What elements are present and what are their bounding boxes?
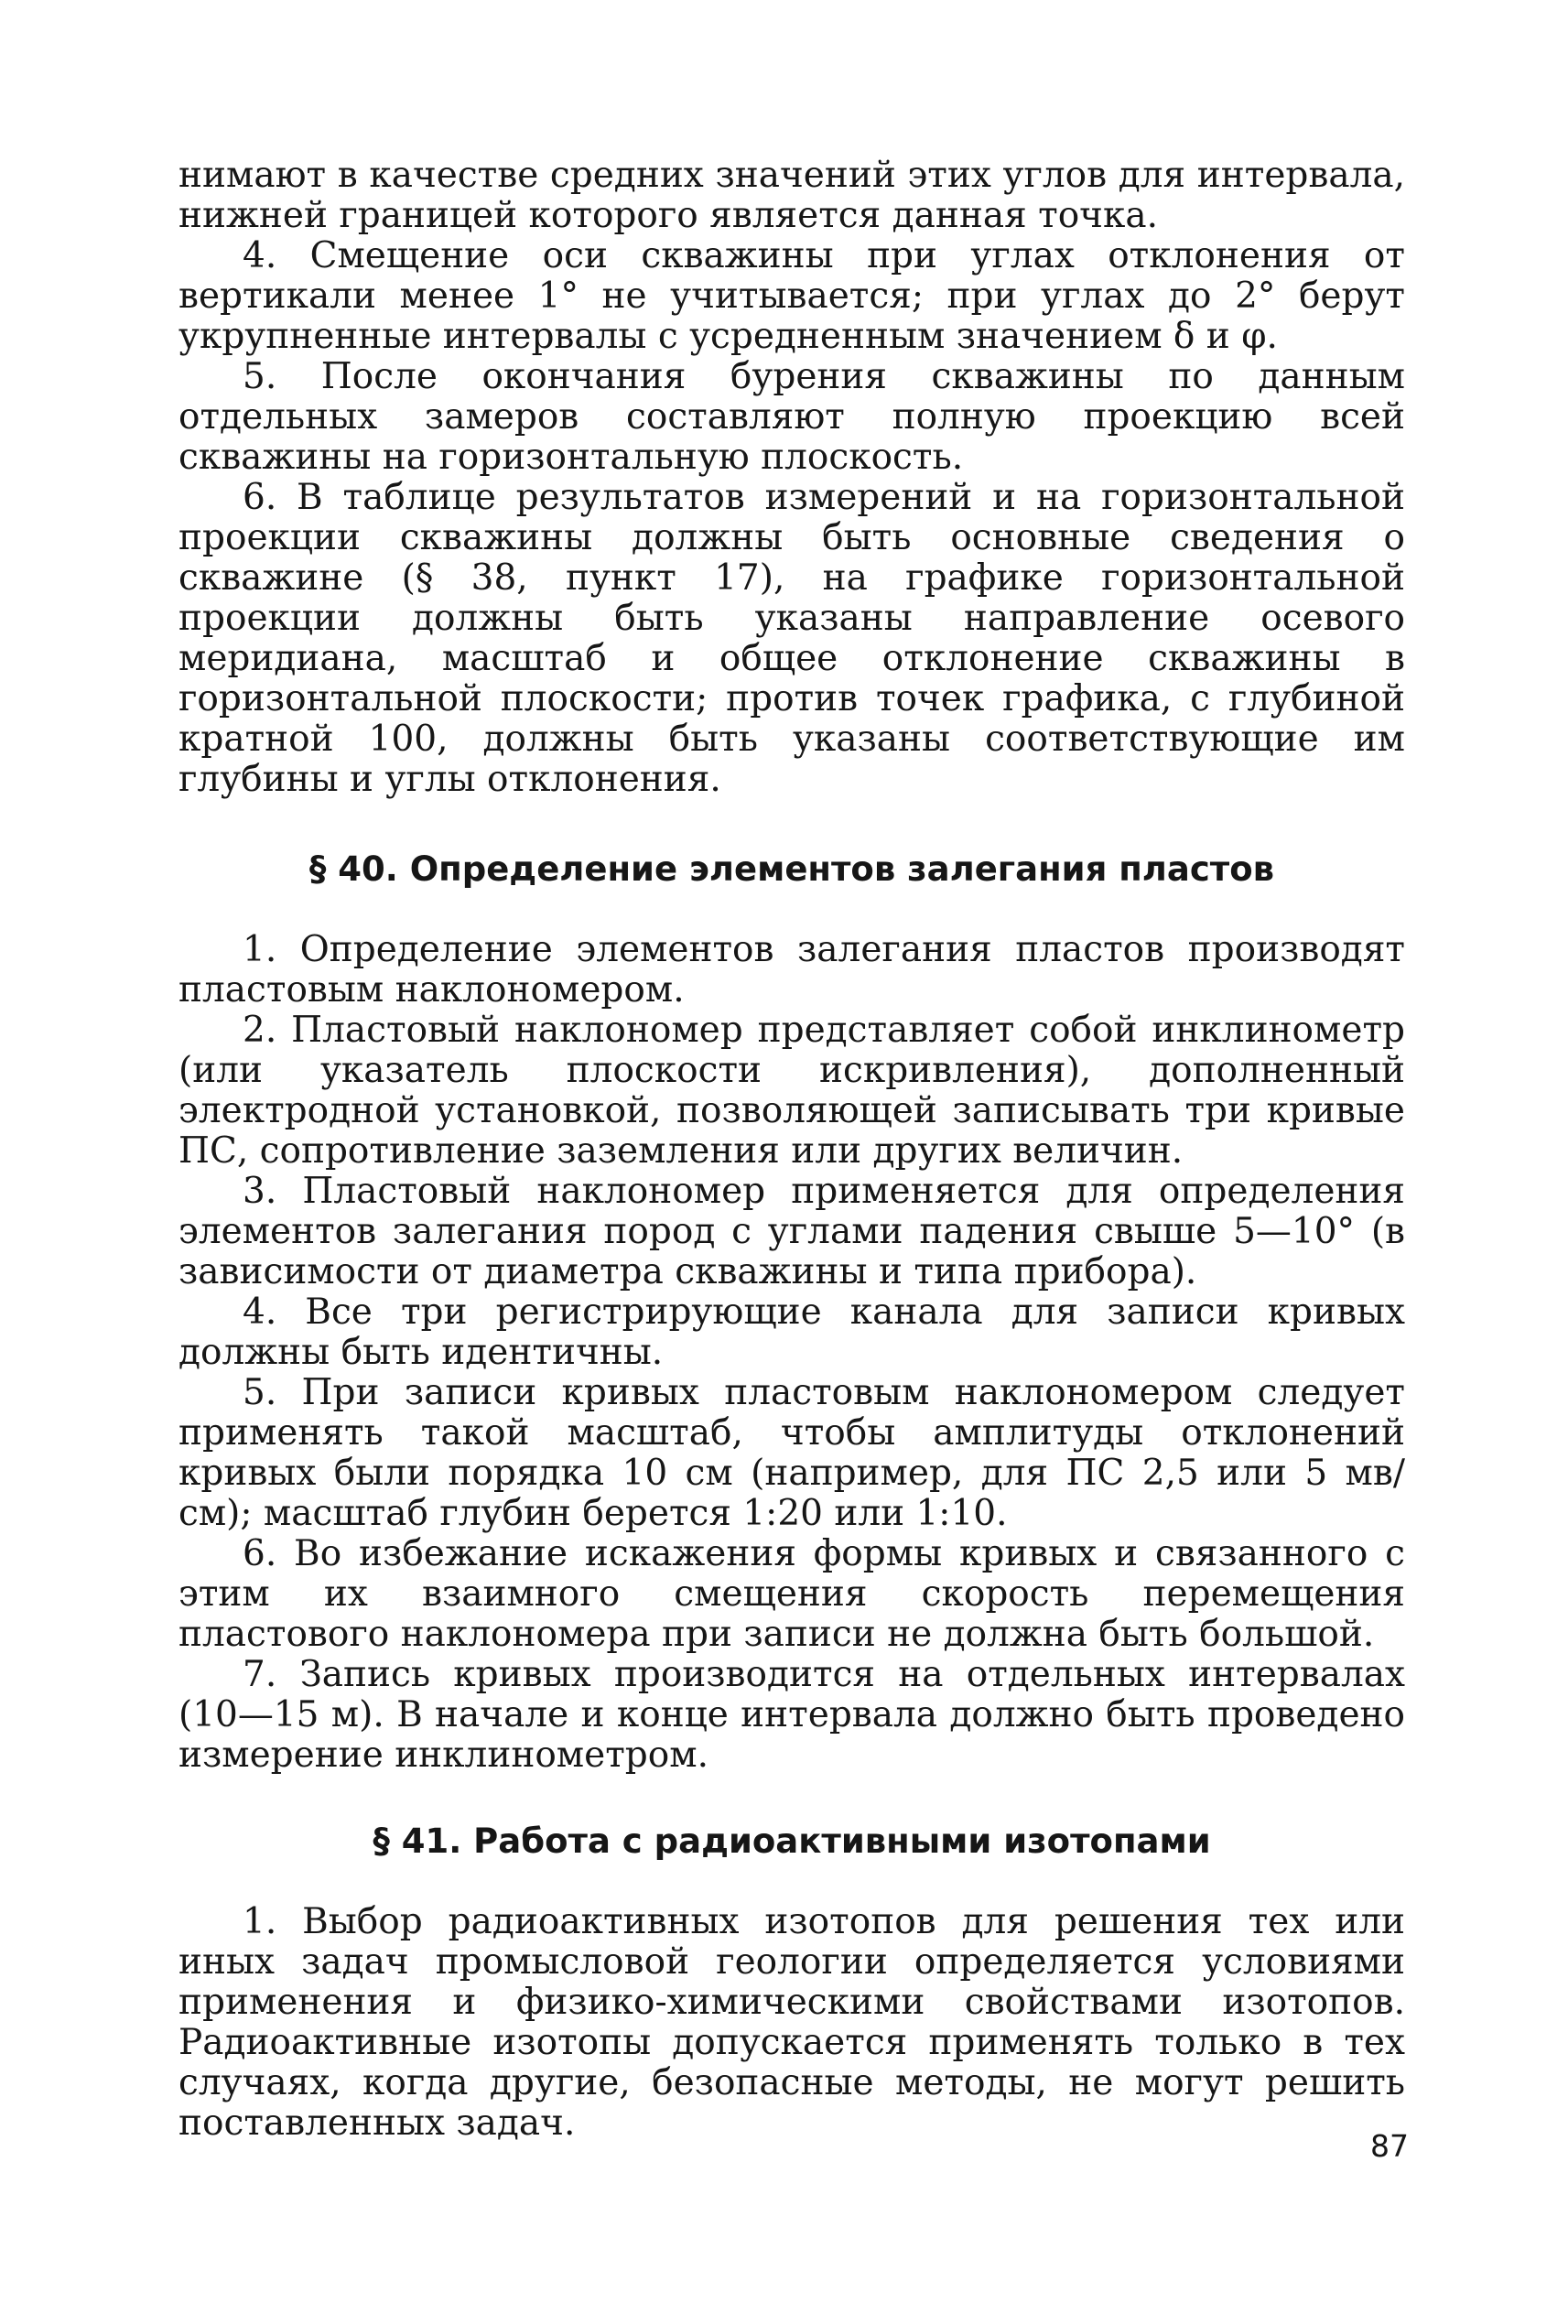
section-40-item-5: 5. При записи кривых пластовым наклономером следует применять такой масштаб, чтобы амплитуды отклонений кривых были порядка 10 см (например, для ПС 2,5 или 5 мв/см); масштаб глубин берется 1:20 или 1:10.	[178, 1372, 1405, 1534]
page-number: 87	[1370, 2128, 1409, 2164]
section-40-heading: § 40. Определение элементов залегания пластов	[308, 849, 1275, 889]
section-40-item-4: 4. Все три регистрирующие канала для записи кривых должны быть идентичны.	[178, 1292, 1405, 1373]
paragraph-continuation: нимают в качестве средних значений этих углов для интервала, нижней границей которого является данная точка.	[178, 155, 1405, 236]
section-40-item-6: 6. Во избежание искажения формы кривых и связанного с этим их взаимного смещения скорость перемещения пластового наклономера при записи не должна быть большой.	[178, 1533, 1405, 1655]
section-41-item-1: 1. Выбор радиоактивных изотопов для решения тех или иных задач промысловой геологии определяется условиями применения и физико-химическими свойствами изотопов. Радиоактивные изотопы допускается применять только в тех случаях, когда другие, безопасные методы, не могут решить поставленных задач.	[178, 1901, 1405, 2144]
paragraph-item-4: 4. Смещение оси скважины при углах отклонения от вертикали менее 1° не учитывается; при углах до 2° берут укрупненные интервалы с усредненным значением δ и φ.	[178, 235, 1405, 357]
page-body	[178, 156, 1405, 2144]
section-40-item-7: 7. Запись кривых производится на отдельных интервалах (10—15 м). В начале и конце интервала должно быть проведено измерение инклинометром.	[178, 1654, 1405, 1776]
paragraph-item-6: 6. В таблице результатов измерений и на горизонтальной проекции скважины должны быть основные сведения о скважине (§ 38, пункт 17), на графике горизонтальной проекции должны быть указаны направление осевого меридиана, масштаб и общее отклонение скважины в горизонтальной плоскости; против точек графика, с глубиной кратной 100, должны быть указаны соответствующие им глубины и углы отклонения.	[178, 477, 1405, 800]
section-41-heading: § 41. Работа с радиоактивными изотопами	[373, 1821, 1211, 1861]
section-40-item-2: 2. Пластовый наклономер представляет собой инклинометр (или указатель плоскости искривления), дополненный электродной установкой, позволяющей записывать три кривые ПС, сопротивление заземления или других величин.	[178, 1010, 1405, 1172]
section-40-item-1: 1. Определение элементов залегания пластов производят пластовым наклономером.	[178, 929, 1405, 1011]
section-40-item-3: 3. Пластовый наклономер применяется для определения элементов залегания пород с углами падения свыше 5—10° (в зависимости от диаметра скважины и типа прибора).	[178, 1171, 1405, 1292]
paragraph-item-5: 5. После окончания бурения скважины по данным отдельных замеров составляют полную проекцию всей скважины на горизонтальную плоскость.	[178, 356, 1405, 478]
